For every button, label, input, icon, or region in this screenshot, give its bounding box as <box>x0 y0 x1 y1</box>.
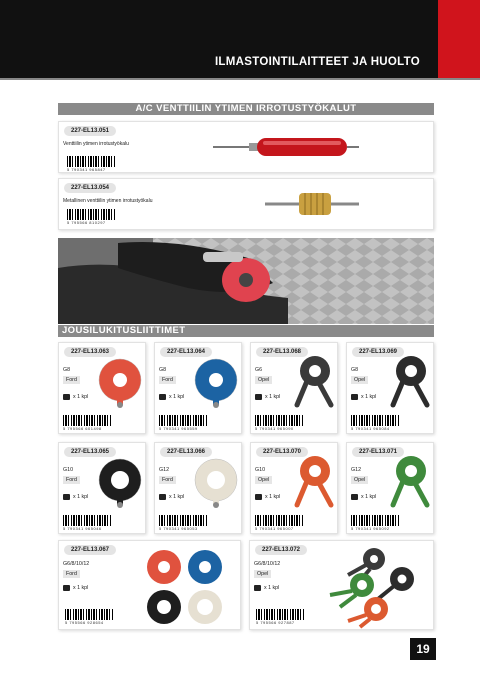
barcode-number: 5 790341 965007 <box>255 526 294 531</box>
clip-size: G10 <box>63 467 74 473</box>
package-icon <box>159 494 166 500</box>
product-card-valve-tool-1 <box>58 121 434 173</box>
clip-image <box>95 455 145 509</box>
clip-brand: Opel <box>255 376 272 384</box>
barcode <box>255 515 303 526</box>
package-icon <box>255 494 262 500</box>
quantity <box>63 585 88 591</box>
quantity-label: x 1 kpl <box>361 394 377 400</box>
quantity-label: x 1 kpl <box>264 585 280 591</box>
barcode <box>256 609 304 620</box>
product-description: Metallinen venttiilin ytimen irrotustyökalu <box>63 198 153 204</box>
quantity-label: x 1 kpl <box>169 394 185 400</box>
clip-set-ford-image <box>139 547 239 627</box>
product-card-clip <box>154 342 242 434</box>
quantity <box>254 585 279 591</box>
page-title: ILMASTOINTILAITTEET JA HUOLTO <box>214 56 420 68</box>
clip-size: G6/8/10/12 <box>254 561 281 567</box>
quantity <box>255 394 280 400</box>
barcode <box>159 415 207 426</box>
barcode-number: 5 790341 965046 <box>63 526 102 531</box>
quantity-label: x 1 kpl <box>73 585 89 591</box>
clip-size: G6 <box>255 367 263 373</box>
header-divider <box>0 78 480 80</box>
clip-size: G12 <box>351 467 362 473</box>
clip-image <box>95 355 145 409</box>
quantity-label: x 1 kpl <box>73 494 89 500</box>
barcode <box>65 609 113 620</box>
product-code: 227-EL13.054 <box>64 183 116 193</box>
product-card-clip-set-opel <box>249 540 434 630</box>
product-code: 227-EL13.071 <box>352 447 404 457</box>
quantity <box>159 494 184 500</box>
product-card-clip <box>154 442 242 534</box>
clip-brand: Ford <box>159 476 176 484</box>
barcode-number: 5 795566 810297 <box>67 220 106 225</box>
quantity-label: x 1 kpl <box>361 494 377 500</box>
product-card-clip <box>250 442 338 534</box>
barcode <box>351 515 399 526</box>
quantity-label: x 1 kpl <box>265 394 281 400</box>
product-code: 227-EL13.067 <box>64 545 116 555</box>
clip-image <box>387 453 433 509</box>
product-card-valve-tool-2 <box>58 178 434 230</box>
clip-image <box>291 453 337 509</box>
clip-image <box>191 355 241 409</box>
barcode-number: 5 790341 965090 <box>255 426 294 431</box>
package-icon <box>63 394 70 400</box>
clip-size: G8 <box>63 367 71 373</box>
clip-size: G10 <box>255 467 266 473</box>
quantity <box>255 494 280 500</box>
section-title-valve-tools: A/C VENTTIILIN YTIMEN IRROTUSTYÖKALUT <box>58 103 434 115</box>
valve-core-tool-brass-image <box>263 184 363 224</box>
clip-brand: Ford <box>63 570 80 578</box>
barcode-number: 5 790341 965084 <box>351 426 390 431</box>
clip-size: G8 <box>159 367 167 373</box>
barcode-number: 5 790341 965092 <box>351 526 390 531</box>
quantity-label: x 1 kpl <box>73 394 89 400</box>
barcode <box>63 515 111 526</box>
quantity <box>351 394 376 400</box>
quantity <box>63 494 88 500</box>
quantity <box>351 494 376 500</box>
quantity-label: x 1 kpl <box>265 494 281 500</box>
barcode-number: 5 795566 927887 <box>256 620 295 625</box>
page-number: 19 <box>410 638 436 660</box>
clip-in-use-photo <box>58 238 434 324</box>
product-card-clip <box>346 442 434 534</box>
product-description: Venttiilin ytimen irrotustyökalu <box>63 141 129 147</box>
product-code: 227-EL13.068 <box>256 347 308 357</box>
barcode-number: 5 790341 965847 <box>67 167 106 172</box>
product-code: 227-EL13.069 <box>352 347 404 357</box>
package-icon <box>63 494 70 500</box>
barcode-number: 5 790341 965559 <box>159 426 198 431</box>
clip-size: G6/8/10/12 <box>63 561 90 567</box>
clip-image <box>191 455 241 509</box>
product-card-clip-set-ford <box>58 540 241 630</box>
clip-brand: Opel <box>254 570 271 578</box>
package-icon <box>255 394 262 400</box>
package-icon <box>254 585 261 591</box>
clip-brand: Opel <box>255 476 272 484</box>
valve-core-tool-red-image <box>211 132 361 162</box>
barcode-number: 5 790341 965053 <box>159 526 198 531</box>
clip-size: G8 <box>351 367 359 373</box>
product-code: 227-EL13.063 <box>64 347 116 357</box>
package-icon <box>63 585 70 591</box>
product-code: 227-EL13.064 <box>160 347 212 357</box>
quantity <box>63 394 88 400</box>
quantity <box>159 394 184 400</box>
clip-brand: Opel <box>351 476 368 484</box>
product-card-clip <box>58 342 146 434</box>
product-card-clip <box>346 342 434 434</box>
barcode <box>159 515 207 526</box>
package-icon <box>159 394 166 400</box>
product-code: 227-EL13.051 <box>64 126 116 136</box>
barcode-number: 5 795566 601498 <box>63 426 102 431</box>
barcode <box>67 209 115 220</box>
product-code: 227-EL13.065 <box>64 447 116 457</box>
product-card-clip <box>250 342 338 434</box>
clip-size: G12 <box>159 467 170 473</box>
barcode <box>351 415 399 426</box>
package-icon <box>351 394 358 400</box>
clip-image <box>291 353 337 409</box>
product-card-clip <box>58 442 146 534</box>
clip-set-opel-image <box>316 545 431 629</box>
product-code: 227-EL13.070 <box>256 447 308 457</box>
clip-brand: Ford <box>63 376 80 384</box>
quantity-label: x 1 kpl <box>169 494 185 500</box>
clip-brand: Ford <box>159 376 176 384</box>
product-photo <box>58 238 434 324</box>
product-code: 227-EL13.072 <box>255 545 307 555</box>
section-title-spring-lock-clips: JOUSILUKITUSLIITTIMET <box>58 325 434 337</box>
barcode <box>67 156 115 167</box>
product-code: 227-EL13.066 <box>160 447 212 457</box>
clip-image <box>387 353 433 409</box>
barcode <box>63 415 111 426</box>
barcode-number: 5 795566 928654 <box>65 620 104 625</box>
clip-brand: Opel <box>351 376 368 384</box>
clip-brand: Ford <box>63 476 80 484</box>
barcode <box>255 415 303 426</box>
package-icon <box>351 494 358 500</box>
header-accent <box>438 0 480 78</box>
